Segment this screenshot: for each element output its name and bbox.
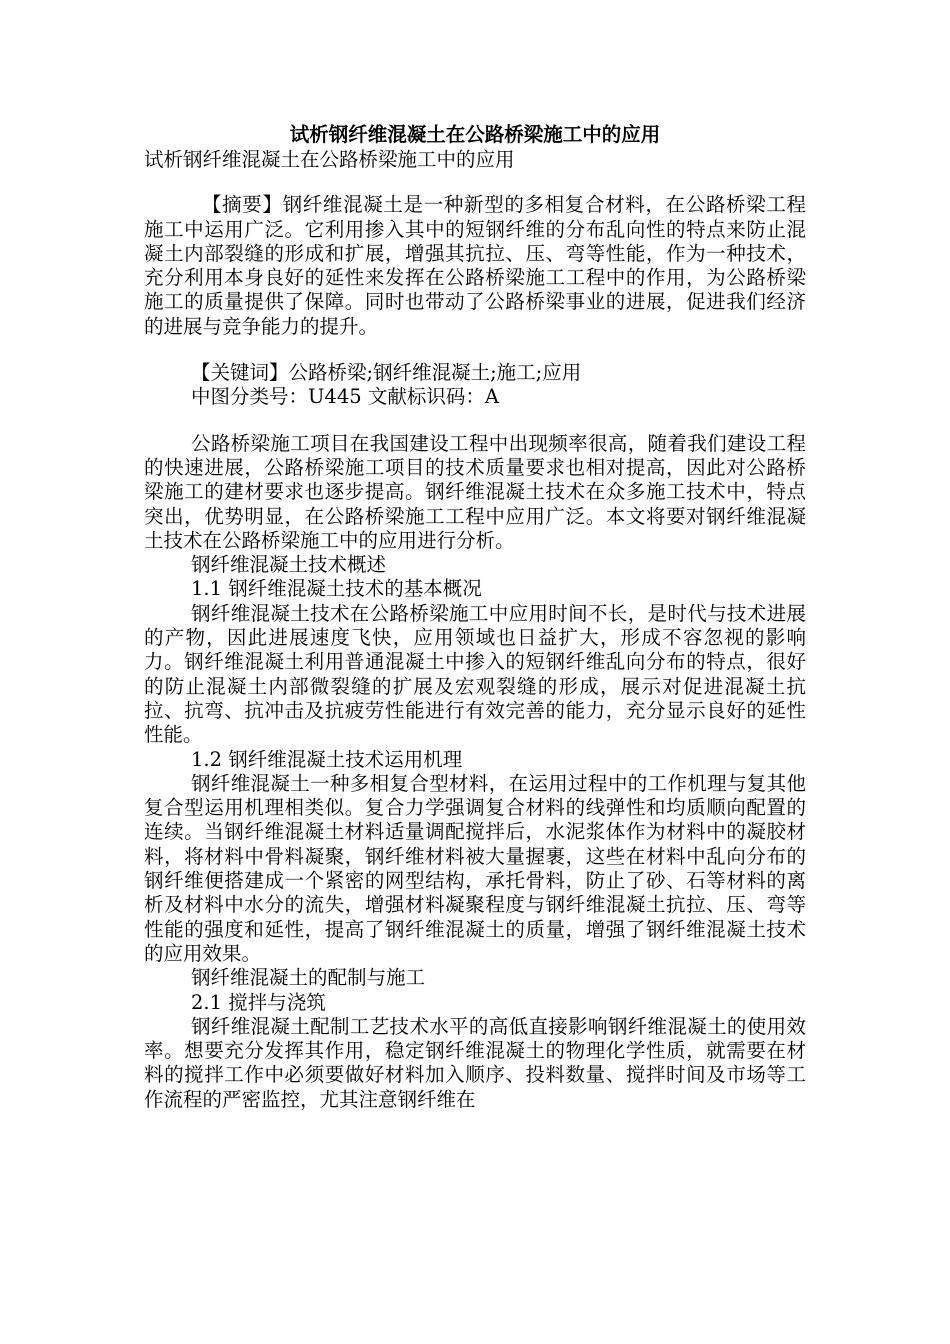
section-2-1-paragraph: 钢纤维混凝土配制工艺技术水平的高低直接影响钢纤维混凝土的使用效率。想要充分发挥其作用，稳定钢纤维混凝土的物理化学性质，就需要在材料的搅拌工作中必须要做好材料加入顺序、投料数量、搅拌时间及市场等工作流程的严密监控，尤其注意钢纤维在	[144, 1014, 806, 1111]
abstract-paragraph: 【摘要】钢纤维混凝土是一种新型的多相复合材料，在公路桥梁工程施工中运用广泛。它利用掺入其中的短钢纤维的分布乱向性的特点来防止混凝土内部裂缝的形成和扩展，增强其抗拉、压、弯等性能，作为一种技术，充分利用本身良好的延性来发挥在公路桥梁施工工程中的作用，为公路桥梁施工的质量提供了保障。同时也带动了公路桥梁事业的进展，促进我们经济的进展与竞争能力的提升。	[144, 193, 806, 338]
section-2-1-heading: 2.1 搅拌与浇筑	[191, 990, 326, 1014]
keywords-line: 【关键词】公路桥梁;钢纤维混凝土;施工;应用	[191, 361, 582, 385]
document-title: 试析钢纤维混凝土在公路桥梁施工中的应用	[289, 123, 661, 146]
section-2-heading: 钢纤维混凝土的配制与施工	[191, 966, 426, 990]
document-subtitle: 试析钢纤维混凝土在公路桥梁施工中的应用	[144, 148, 515, 171]
section-1-1-heading: 1.1 钢纤维混凝土技术的基本概况	[191, 577, 482, 601]
classification-line: 中图分类号：U445 文献标识码：A	[191, 385, 499, 409]
section-1-2-heading: 1.2 钢纤维混凝土技术运用机理	[191, 747, 463, 771]
intro-paragraph: 公路桥梁施工项目在我国建设工程中出现频率很高，随着我们建设工程的快速进展，公路桥梁施工项目的技术质量要求也相对提高，因此对公路桥梁施工的建材要求也逐步提高。钢纤维混凝土技术在众多施工技术中，特点突出，优势明显，在公路桥梁施工工程中应用广泛。本文将要对钢纤维混凝土技术在公路桥梁施工中的应用进行分析。	[144, 431, 806, 552]
section-1-1-paragraph: 钢纤维混凝土技术在公路桥梁施工中应用时间不长，是时代与技术进展的产物，因此进展速度飞快，应用领域也日益扩大，形成不容忽视的影响力。钢纤维混凝土利用普通混凝土中掺入的短钢纤维乱向分布的特点，很好的防止混凝土内部微裂缝的扩展及宏观裂缝的形成，展示对促进混凝土抗拉、抗弯、抗冲击及抗疲劳性能进行有效完善的能力，充分显示良好的延性性能。	[144, 601, 806, 747]
section-1-heading: 钢纤维混凝土技术概述	[191, 553, 387, 577]
section-1-2-paragraph: 钢纤维混凝土一种多相复合型材料，在运用过程中的工作机理与复其他复合型运用机理相类似。复合力学强调复合材料的线弹性和均质顺向配置的连续。当钢纤维混凝土材料适量调配搅拌后，水泥浆体作为材料中的凝胶材料，将材料中骨料凝聚，钢纤维材料被大量握裹，这些在材料中乱向分布的钢纤维便搭建成一个紧密的网型结构，承托骨料，防止了砂、石等材料的离析及材料中水分的流失，增强材料凝聚程度与钢纤维混凝土抗拉、压、弯等性能的强度和延性，提高了钢纤维混凝土的质量，增强了钢纤维混凝土技术的应用效果。	[144, 771, 806, 965]
document-body	[144, 122, 806, 1112]
